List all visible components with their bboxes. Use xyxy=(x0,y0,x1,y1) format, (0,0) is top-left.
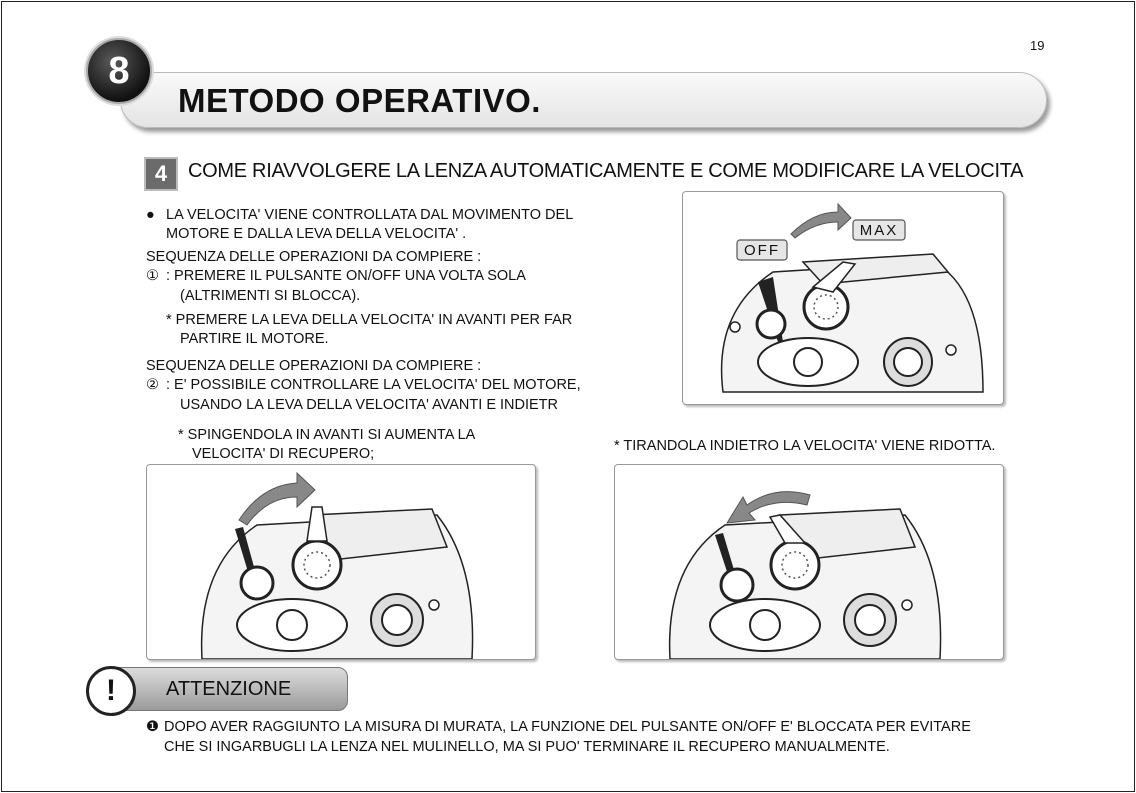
step1-marker: ① xyxy=(146,268,159,284)
reel-illustration-forward xyxy=(147,465,535,659)
intro-line-1: LA VELOCITA' VIENE CONTROLLATA DAL MOVIMENTO DEL xyxy=(166,207,574,223)
reel-illustration xyxy=(683,192,1003,404)
step1-note-2: PARTIRE IL MOTORE. xyxy=(180,331,329,347)
warning-label: ATTENZIONE xyxy=(166,678,292,700)
reel-figure-off-max xyxy=(682,191,1004,405)
warning-marker: ❶ xyxy=(146,719,159,735)
chapter-title: METODO OPERATIVO. xyxy=(178,82,541,119)
reel-figure-backward xyxy=(614,464,1004,660)
step2-note-forward-2: VELOCITA' DI RECUPERO; xyxy=(192,446,375,462)
step1-line-1: : PREMERE IL PULSANTE ON/OFF UNA VOLTA SOLA xyxy=(166,268,526,284)
step2-line-2: USANDO LA LEVA DELLA VELOCITA' AVANTI E INDIETR xyxy=(180,397,559,413)
page-number: 19 xyxy=(1030,38,1045,53)
section-number-badge: 4 xyxy=(144,157,178,191)
chapter-number-badge: 8 xyxy=(86,38,152,104)
warning-line-1: DOPO AVER RAGGIUNTO LA MISURA DI MURATA, LA FUNZIONE DEL PULSANTE ON/OFF E' BLOCCATA PER EVITARE xyxy=(164,719,971,735)
exclamation-icon: ! xyxy=(86,666,136,716)
step1-note-1: * PREMERE LA LEVA DELLA VELOCITA' IN AVANTI PER FAR xyxy=(166,312,573,328)
step2-note-back: * TIRANDOLA INDIETRO LA VELOCITA' VIENE RIDOTTA. xyxy=(614,438,996,454)
intro-bullet: ● xyxy=(146,207,155,223)
step1-heading: SEQUENZA DELLE OPERAZIONI DA COMPIERE : xyxy=(146,249,482,265)
section-title: COME RIAVVOLGERE LA LENZA AUTOMATICAMENTE E COME MODIFICARE LA VELOCITA xyxy=(188,160,1024,182)
step2-line-1: : E' POSSIBILE CONTROLLARE LA VELOCITA' DEL MOTORE, xyxy=(166,377,581,393)
step2-note-forward-1: * SPINGENDOLA IN AVANTI SI AUMENTA LA xyxy=(178,427,476,443)
intro-line-2: MOTORE E DALLA LEVA DELLA VELOCITA' . xyxy=(166,226,467,242)
label-off: OFF xyxy=(744,242,780,259)
step2-marker: ② xyxy=(146,377,159,393)
step1-line-2: (ALTRIMENTI SI BLOCCA). xyxy=(180,288,361,304)
reel-illustration-backward xyxy=(615,465,1003,659)
warning-line-2: CHE SI INGARBUGLI LA LENZA NEL MULINELLO, MA SI PUO' TERMINARE IL RECUPERO MANUALMENTE. xyxy=(164,739,890,755)
label-max: MAX xyxy=(859,222,899,239)
reel-figure-forward xyxy=(146,464,536,660)
step2-heading: SEQUENZA DELLE OPERAZIONI DA COMPIERE : xyxy=(146,358,482,374)
